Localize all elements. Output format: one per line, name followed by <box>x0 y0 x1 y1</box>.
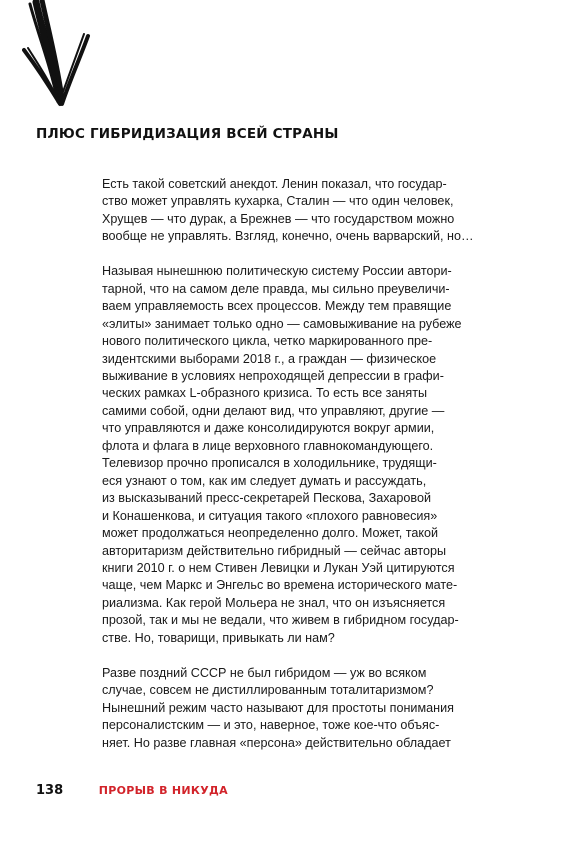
text-line: няет. Но разве главная «персона» действительно обладает <box>102 735 451 750</box>
text-line: еся узнают о том, как им следует думать и рассуждать, <box>102 473 427 488</box>
text-line: стве. Но, товарищи, привыкать ли нам? <box>102 630 335 645</box>
paragraph <box>102 176 522 246</box>
text-line: Называя нынешнюю политическую систему России автори- <box>102 264 452 279</box>
text-line: риализма. Как герой Мольера не знал, что он изъясняется <box>102 595 446 610</box>
text-line: нового политического цикла, четко маркированного пре- <box>102 334 433 349</box>
text-line: зидентскими выборами 2018 г., а граждан — физическое <box>102 351 437 366</box>
text-line: и Конашенкова, и ситуация такого «плохого равновесия» <box>102 508 438 523</box>
text-line: книги 2010 г. о нем Стивен Левицки и Лукан Уэй цитируются <box>102 561 455 576</box>
text-line: самими собой, одни делают вид, что управляют, другие — <box>102 403 445 418</box>
text-line: чаще, чем Маркс и Энгельс во времена исторического мате- <box>102 578 458 593</box>
paragraph <box>102 665 522 752</box>
hand-drawn-arrow-down-icon <box>22 0 92 110</box>
section-heading: ПЛЮС ГИБРИДИЗАЦИЯ ВСЕЙ СТРАНЫ <box>36 126 339 142</box>
text-line: ваем управляемость всех процессов. Между тем правящие <box>102 299 452 314</box>
text-line: случае, совсем не дистиллированным тоталитаризмом? <box>102 683 434 698</box>
paragraph <box>102 263 522 647</box>
text-line: тарной, что на самом деле правда, мы сильно преувеличи- <box>102 281 450 296</box>
text-line: из высказываний пресс-секретарей Пескова, Захаровой <box>102 491 432 506</box>
text-line: Телевизор прочно прописался в холодильнике, трудящи- <box>102 456 437 471</box>
text-line: «элиты» занимает только одно — самовыживание на рубеже <box>102 316 462 331</box>
text-line: персоналистским — и это, наверное, тоже кое-что объяс- <box>102 718 440 733</box>
page-footer <box>36 779 228 798</box>
text-line: Хрущев — что дурак, а Брежнев — что государством можно <box>102 211 455 226</box>
text-line: Нынешний режим часто называют для простоты понимания <box>102 700 454 715</box>
text-line: флота и флага в лице верховного главнокомандующего. <box>102 438 434 453</box>
text-line: Разве поздний СССР не был гибридом — уж во всяком <box>102 665 427 680</box>
text-line: выживание в условиях непроходящей депрессии в графи- <box>102 369 444 384</box>
text-line: может продолжаться неопределенно долго. Может, такой <box>102 526 439 541</box>
text-line: авторитаризм действительно гибридный — сейчас авторы <box>102 543 447 558</box>
text-line: вообще не управлять. Взгляд, конечно, очень варварский, но… <box>102 229 474 244</box>
running-title: ПРОРЫВ В НИКУДА <box>98 784 228 797</box>
text-line: прозой, так и мы не ведали, что живем в гибридном государ- <box>102 613 459 628</box>
text-line: ство может управлять кухарка, Сталин — что один человек, <box>102 194 454 209</box>
text-line: что управляются и даже консолидируются вокруг армии, <box>102 421 435 436</box>
text-line: ческих рамках L-образного кризиса. То есть все заняты <box>102 386 428 401</box>
body-text <box>102 176 522 770</box>
text-line: Есть такой советский анекдот. Ленин показал, что государ- <box>102 177 447 191</box>
page-number: 138 <box>36 783 64 798</box>
